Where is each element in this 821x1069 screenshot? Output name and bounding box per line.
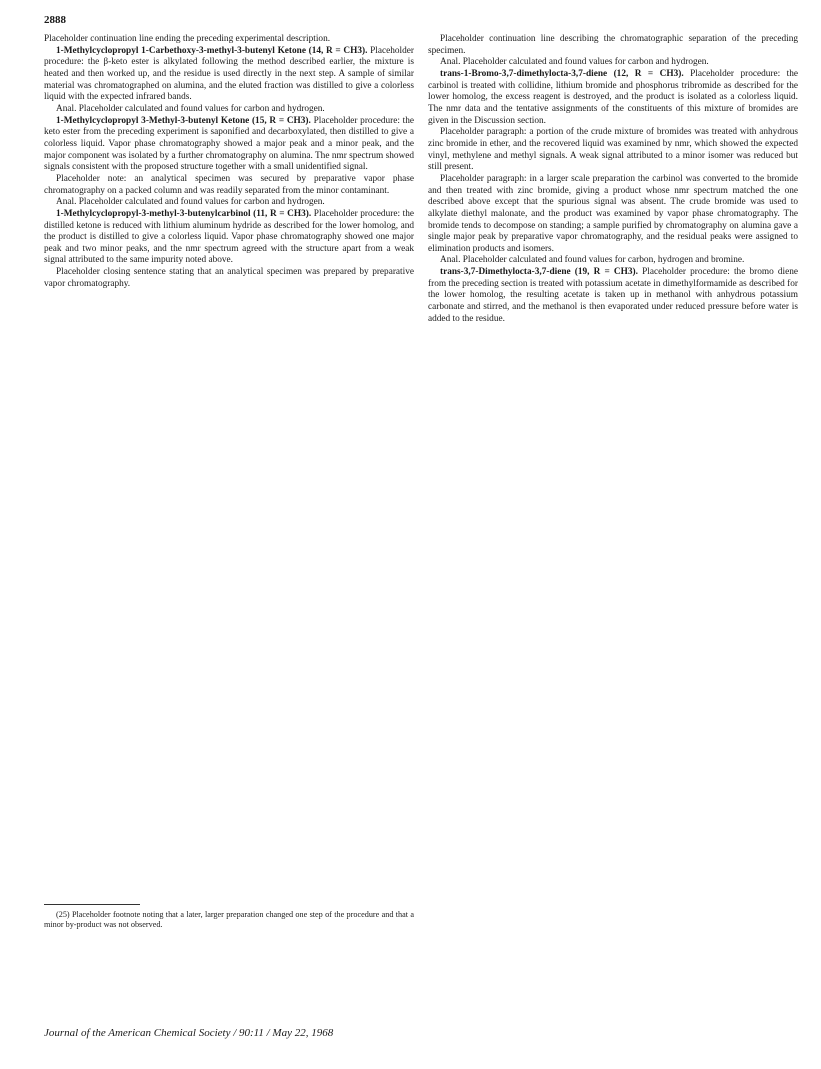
paragraph: [44, 209, 414, 267]
paragraph-text: Placeholder continuation line ending the preceding experimental description.: [44, 34, 331, 44]
compound-heading: 1-Methylcyclopropyl 3-Methyl-3-butenyl Ketone (15, R = CH3).: [56, 115, 311, 126]
compound-heading: trans-3,7-Dimethylocta-3,7-diene (19, R = CH3).: [440, 267, 638, 278]
paragraph-text: Placeholder procedure: the keto ester from the preceding experiment is saponified and decarboxylated, then distilled to give a colorless liquid. Vapor phase chromatography showed a major peak and a minor peak, and the major component was isolated by a further chromatography on alumina. The nmr spectrum showed signals consistent with the proposed structure together with a small unidentified signal.: [44, 115, 415, 173]
paragraph: [44, 267, 414, 290]
paragraph-text: Placeholder procedure: the bromo diene from the preceding section is treated with potassium acetate in dimethylformamide as described for the lower homolog, the resulting acetate is taken up in methanol with anhydrous potassium carbonate and stirred, and the methanol is then evaporated under reduced pressure before water is added to the residue.: [428, 267, 799, 324]
paragraph-text: Placeholder procedure: the β-keto ester is alkylated following the method described earlier, the mixture is heated and then worked up, and the residue is used directly in the next step. A sample of similar material was chromatographed on alumina, and the eluted fraction was distilled to give a colorless liquid with the expected infrared bands.: [44, 45, 414, 103]
compound-heading: 1-Methylcyclopropyl 1-Carbethoxy-3-methyl-3-butenyl Ketone (14, R = CH3).: [56, 45, 368, 56]
paragraph-text: Placeholder continuation line describing the chromatographic separation of the preceding specimen.: [428, 34, 798, 56]
right-column: [428, 34, 798, 325]
paragraph: [44, 104, 414, 116]
footnote: (25) Placeholder footnote noting that a later, larger preparation changed one step of the procedure and that a minor by-product was not observed.: [44, 910, 414, 929]
paragraph-text: Anal. Placeholder calculated and found values for carbon and hydrogen.: [56, 197, 325, 208]
paragraph: [44, 116, 414, 174]
paragraph-text: Placeholder note: an analytical specimen was secured by preparative vapor phase chromatography on a packed column and was readily separated from the minor contaminant.: [44, 173, 414, 196]
paragraph: [428, 69, 798, 127]
paragraph: [44, 34, 414, 46]
paragraph: [44, 46, 414, 104]
paragraph: [428, 255, 798, 267]
paragraph: [44, 174, 414, 197]
paragraph: [428, 57, 798, 69]
compound-heading: trans-1-Bromo-3,7-dimethylocta-3,7-diene (12, R = CH3).: [440, 68, 684, 79]
journal-footer: Journal of the American Chemical Society / 90:11 / May 22, 1968: [44, 1027, 334, 1039]
footnote-divider: [44, 904, 140, 905]
paragraph: [428, 267, 798, 325]
paragraph-text: Anal. Placeholder calculated and found values for carbon and hydrogen.: [56, 103, 325, 114]
left-column: [44, 34, 414, 290]
paragraph: [44, 197, 414, 209]
paragraph-text: Anal. Placeholder calculated and found values for carbon and hydrogen.: [440, 57, 709, 68]
paragraph-text: Placeholder paragraph: a portion of the crude mixture of bromides was treated with anhydrous zinc bromide in ether, and the recovered liquid was examined by nmr, which showed the expected vinyl, methylene and methyl signals. A weak signal attributed to a minor isomer was reduced but still present.: [428, 127, 798, 173]
paragraph-text: Placeholder procedure: the carbinol is treated with collidine, lithium bromide and phosphorus tribromide as described for the lower homolog, the excess reagent is destroyed, and the product is isolated as a colorless liquid. The nmr data and the tentative assignments of the constituents of this mixture of bromides are given in the Discussion section.: [428, 68, 799, 126]
paragraph: [428, 127, 798, 174]
paragraph-text: Placeholder closing sentence stating that an analytical specimen was prepared by preparative vapor chromatography.: [44, 267, 414, 289]
paragraph-text: Placeholder procedure: the distilled ketone is reduced with lithium aluminum hydride as described for the lower homolog, and the product is distilled to give a colorless liquid. Vapor phase chromatography showed one major peak and two minor peaks, and the nmr spectrum agreed with the structure apart from a weak signal attributed to the same impurity noted above.: [44, 208, 414, 266]
paragraph: [428, 34, 798, 57]
page-number: 2888: [44, 14, 66, 26]
paragraph-text: Placeholder paragraph: in a larger scale preparation the carbinol was converted to the bromide and then treated with zinc bromide, giving a product whose nmr spectrum matched the one described above except that the spurious signal was absent. The crude bromide was used to alkylate diethyl malonate, and the product was examined by vapor phase chromatography. The bromide tends to decompose on standing; a sample purified by chromatography on alumina gave a single major peak by preparative vapor chromatography, and the residual peaks were assigned to elimination products and isomers.: [428, 173, 798, 254]
paragraph: [428, 174, 798, 256]
compound-heading: 1-Methylcyclopropyl-3-methyl-3-butenylcarbinol (11, R = CH3).: [56, 208, 312, 219]
paragraph-text: Anal. Placeholder calculated and found values for carbon, hydrogen and bromine.: [440, 255, 745, 266]
